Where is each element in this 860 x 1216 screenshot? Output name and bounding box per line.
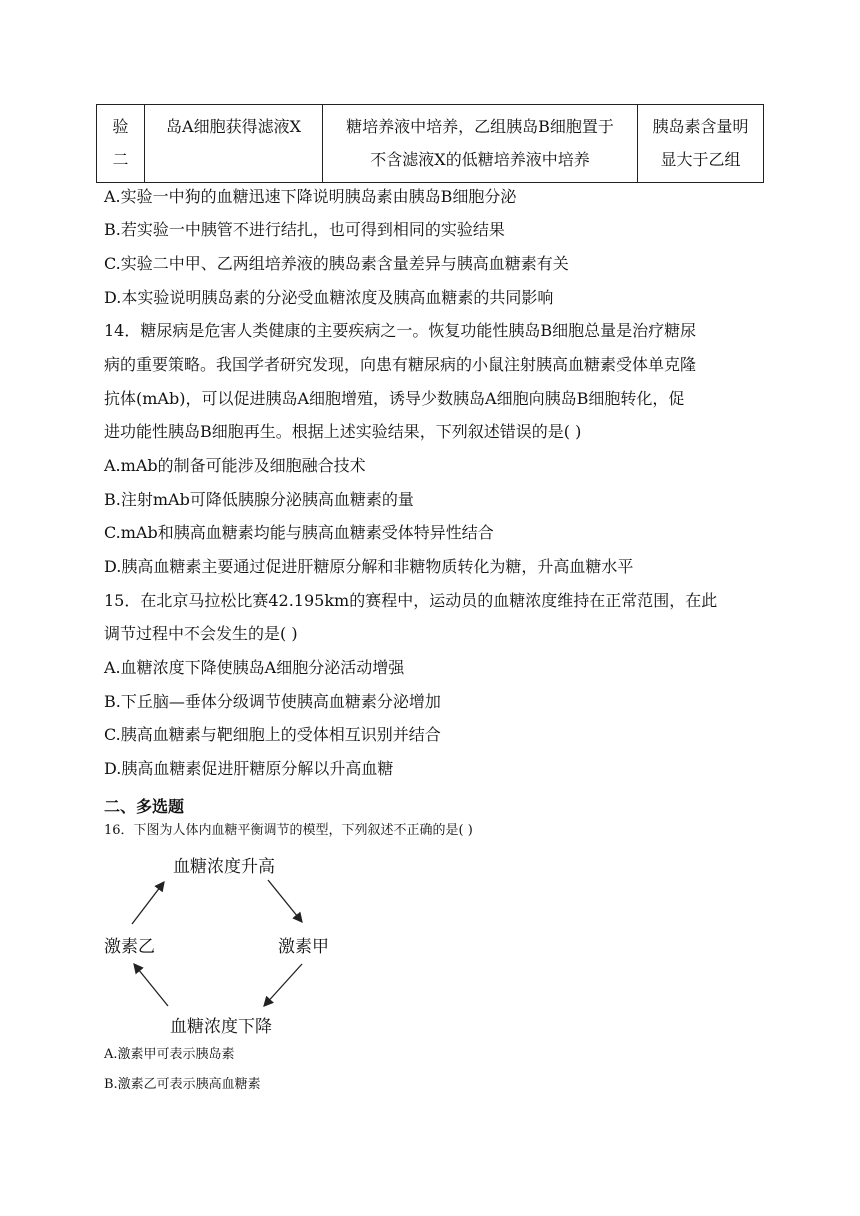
q14-stem-line3: 抗体(mAb)，可以促进胰岛A细胞增殖，诱导少数胰岛A细胞向胰岛B细胞转化，促 [104, 389, 685, 408]
cell-result-line1: 胰岛素含量明 [652, 117, 749, 136]
experiment-table [96, 104, 764, 183]
diagram-arrows [96, 846, 356, 1036]
q14-stem-line4: 进功能性胰岛B细胞再生。根据上述实验结果，下列叙述错误的是( ) [104, 422, 582, 441]
q15-stem-line1: 15．在北京马拉松比赛42.195km的赛程中，运动员的血糖浓度维持在正常范围，在此 [104, 591, 718, 610]
q16-stem: 16．下图为人体内血糖平衡调节的模型，下列叙述不正确的是( ) [104, 823, 473, 838]
q14-option-c: C.mAb和胰高血糖素均能与胰高血糖素受体特异性结合 [104, 523, 494, 542]
cell-result-line2: 显大于乙组 [660, 150, 741, 169]
cell-label-text: 验二 [112, 117, 129, 169]
arrow-left-to-top [132, 882, 164, 924]
table-cell-procedure [323, 105, 638, 183]
diagram-label-top: 血糖浓度升高 [173, 857, 275, 877]
arrow-right-to-bottom [264, 964, 302, 1006]
q15-option-a: A.血糖浓度下降使胰岛A细胞分泌活动增强 [104, 658, 405, 677]
q13-option-c: C.实验二中甲、乙两组培养液的胰岛素含量差异与胰高血糖素有关 [104, 254, 569, 273]
arrow-top-to-right [268, 880, 302, 922]
blood-glucose-cycle-diagram [96, 846, 356, 1036]
q16-option-b: B.激素乙可表示胰高血糖素 [104, 1077, 261, 1092]
q16-option-a: A.激素甲可表示胰岛素 [104, 1047, 235, 1062]
diagram-label-right: 激素甲 [278, 937, 329, 957]
q15-option-b: B.下丘脑—垂体分级调节使胰高血糖素分泌增加 [104, 692, 441, 711]
q13-option-b: B.若实验一中胰管不进行结扎，也可得到相同的实验结果 [104, 220, 505, 239]
q13-option-a: A.实验一中狗的血糖迅速下降说明胰岛素由胰岛B细胞分泌 [104, 187, 517, 206]
table-cell-label [97, 105, 145, 183]
cell-procedure-line1: 糖培养液中培养，乙组胰岛B细胞置于 [346, 117, 614, 136]
q14-option-b: B.注射mAb可降低胰腺分泌胰高血糖素的量 [104, 490, 414, 509]
q15-option-d: D.胰高血糖素促进肝糖原分解以升高血糖 [104, 759, 394, 778]
cell-procedure-line2: 不含滤液X的低糖培养液中培养 [370, 150, 590, 169]
diagram-label-bottom: 血糖浓度下降 [170, 1017, 272, 1037]
q14-stem-line1: 14．糖尿病是危害人类健康的主要疾病之一。恢复功能性胰岛B细胞总量是治疗糖尿 [104, 321, 697, 340]
arrow-bottom-to-left [134, 964, 168, 1006]
diagram-label-left: 激素乙 [104, 937, 155, 957]
section-title: 二、多选题 [104, 797, 185, 816]
table-cell-result [638, 105, 764, 183]
table-row [97, 105, 764, 183]
q13-option-d: D.本实验说明胰岛素的分泌受血糖浓度及胰高血糖素的共同影响 [104, 288, 554, 307]
table-cell-method [145, 105, 323, 183]
q14-option-a: A.mAb的制备可能涉及细胞融合技术 [104, 456, 366, 475]
q15-option-c: C.胰高血糖素与靶细胞上的受体相互识别并结合 [104, 725, 441, 744]
q14-option-d: D.胰高血糖素主要通过促进肝糖原分解和非糖物质转化为糖，升高血糖水平 [104, 557, 634, 576]
q14-stem-line2: 病的重要策略。我国学者研究发现，向患有糖尿病的小鼠注射胰高血糖素受体单克隆 [104, 355, 697, 374]
q15-stem-line2: 调节过程中不会发生的是( ) [104, 624, 298, 643]
cell-method-text: 岛A细胞获得滤液X [166, 117, 301, 136]
